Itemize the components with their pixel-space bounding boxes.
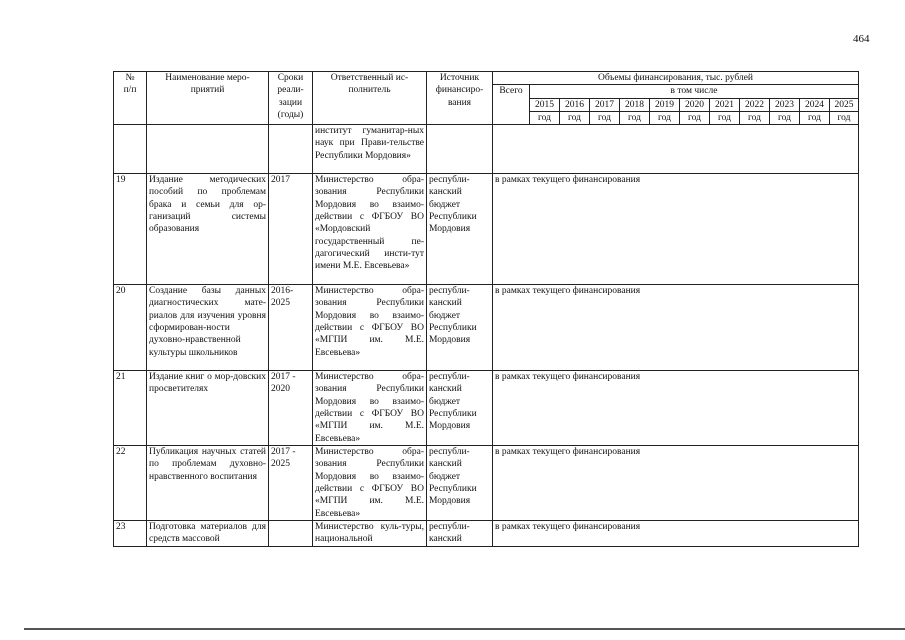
year-suffix: год xyxy=(680,111,710,124)
row-name: Издание книг о мор-довских просветителях xyxy=(147,371,269,446)
year-suffix: год xyxy=(650,111,680,124)
year-2021: 2021 xyxy=(710,98,740,111)
table-row xyxy=(114,446,859,521)
row-num: 20 xyxy=(114,285,147,371)
year-suffix: год xyxy=(620,111,650,124)
row-responsible: Министерство куль-туры, национальной xyxy=(313,521,427,547)
continuation-row xyxy=(114,125,859,174)
header-including: в том числе xyxy=(530,85,859,98)
header-terms: Сроки реали-зации (годы) xyxy=(269,72,313,125)
year-suffix: год xyxy=(710,111,740,124)
year-suffix: год xyxy=(770,111,800,124)
year-2018: 2018 xyxy=(620,98,650,111)
header-responsible: Ответственный ис-полнитель xyxy=(313,72,427,125)
row-financing: в рамках текущего финансирования xyxy=(493,285,859,371)
table-row xyxy=(114,521,859,547)
row-responsible: Министерство обра-зования Республики Мордовия во взаимо-действии с ФГБОУ ВО «Мордовский государственный пе-дагогический инсти-тут имени М.Е. Евсевьева» xyxy=(313,174,427,285)
table-row xyxy=(114,371,859,446)
row-terms: 2017 - 2025 xyxy=(269,446,313,521)
year-2025: 2025 xyxy=(830,98,859,111)
row-name: Создание базы данных диагностических мате-риалов для изучения уровня сформирован-ности духовно-нравственной культуры школьников xyxy=(147,285,269,371)
header-row-1 xyxy=(114,72,859,85)
row-source: республи-канский xyxy=(427,521,493,547)
year-2024: 2024 xyxy=(800,98,830,111)
header-total: Всего xyxy=(493,85,530,125)
year-2022: 2022 xyxy=(740,98,770,111)
table-row xyxy=(114,285,859,371)
row-source: республи-канский бюджет Республики Мордовия xyxy=(427,174,493,285)
year-suffix: год xyxy=(830,111,859,124)
year-2023: 2023 xyxy=(770,98,800,111)
row-financing: в рамках текущего финансирования xyxy=(493,446,859,521)
header-name: Наименование меро-приятий xyxy=(147,72,269,125)
row-name: Подготовка материалов для средств массовой xyxy=(147,521,269,547)
header-volumes: Объемы финансирования, тыс. рублей xyxy=(493,72,859,85)
row-name: Публикация научных статей по проблемам духовно-нравственного воспитания xyxy=(147,446,269,521)
page-bottom-divider xyxy=(24,628,905,630)
row-financing: в рамках текущего финансирования xyxy=(493,174,859,285)
year-suffix: год xyxy=(800,111,830,124)
row-terms: 2017 - 2020 xyxy=(269,371,313,446)
year-suffix: год xyxy=(560,111,590,124)
row-source: республи-канский бюджет Республики Мордовия xyxy=(427,285,493,371)
row-num: 23 xyxy=(114,521,147,547)
header-sources: Источник финансиро-вания xyxy=(427,72,493,125)
year-suffix: год xyxy=(590,111,620,124)
row-source: республи-канский бюджет Республики Мордовия xyxy=(427,371,493,446)
row-source: республи-канский бюджет Республики Мордовия xyxy=(427,446,493,521)
financing-plan-table xyxy=(113,71,859,547)
row-terms: 2017 xyxy=(269,174,313,285)
row-responsible: Министерство обра-зования Республики Мордовия во взаимо-действии с ФГБОУ ВО «МГПИ им. М.Е. Евсевьева» xyxy=(313,371,427,446)
row-num: 19 xyxy=(114,174,147,285)
header-num: № п/п xyxy=(114,72,147,125)
row-responsible: Министерство обра-зования Республики Мордовия во взаимо-действии с ФГБОУ ВО «МГПИ им. М.Е. Евсевьева» xyxy=(313,285,427,371)
year-2015: 2015 xyxy=(530,98,560,111)
row-financing: в рамках текущего финансирования xyxy=(493,521,859,547)
row-name: Издание методических пособий по проблемам брака и семьи для ор-ганизаций системы образования xyxy=(147,174,269,285)
year-2016: 2016 xyxy=(560,98,590,111)
year-suffix: год xyxy=(530,111,560,124)
row-terms xyxy=(269,521,313,547)
year-2020: 2020 xyxy=(680,98,710,111)
year-2019: 2019 xyxy=(650,98,680,111)
year-2017: 2017 xyxy=(590,98,620,111)
row-responsible: Министерство обра-зования Республики Мордовия во взаимо-действии с ФГБОУ ВО «МГПИ им. М.Е. Евсевьева» xyxy=(313,446,427,521)
page-number: 464 xyxy=(853,33,870,45)
row-num: 21 xyxy=(114,371,147,446)
year-suffix: год xyxy=(740,111,770,124)
continuation-responsible: институт гуманитар-ных наук при Прави-тельстве Республики Мордовия» xyxy=(313,125,427,174)
row-terms: 2016-2025 xyxy=(269,285,313,371)
row-num: 22 xyxy=(114,446,147,521)
row-financing: в рамках текущего финансирования xyxy=(493,371,859,446)
table-row xyxy=(114,174,859,285)
